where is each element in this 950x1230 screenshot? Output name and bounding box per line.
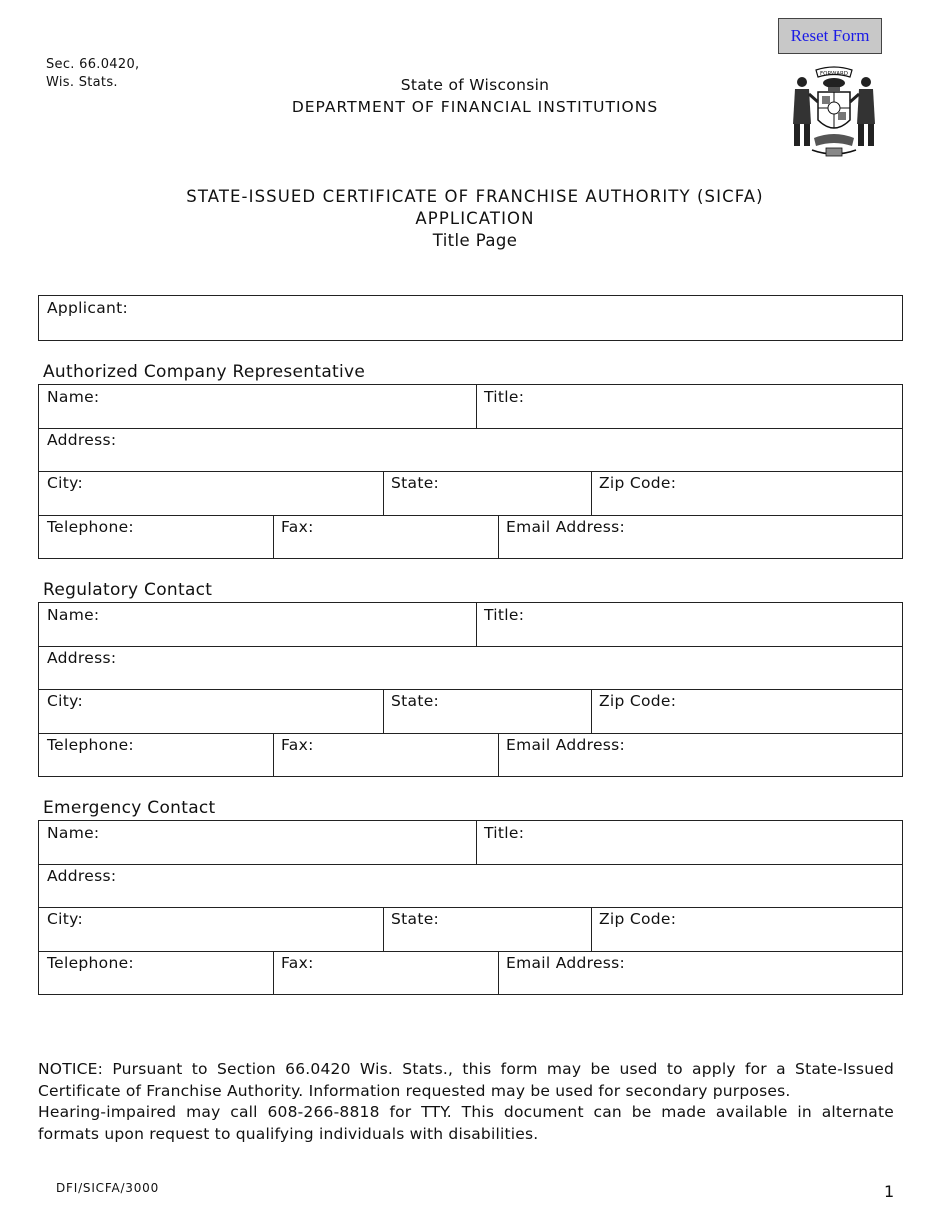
reg-title-field[interactable] <box>476 603 902 646</box>
rep-telephone-label: Telephone: <box>47 518 134 536</box>
emg-email-label: Email Address: <box>506 954 626 972</box>
rep-title-label: Title: <box>484 388 525 406</box>
rep-fax-field[interactable] <box>273 515 498 558</box>
emg-address-field[interactable] <box>39 864 902 907</box>
emergency-contact-table <box>38 820 903 995</box>
reg-telephone-label: Telephone: <box>47 736 134 754</box>
emg-fax-label: Fax: <box>281 954 314 972</box>
emg-telephone-field[interactable] <box>39 951 273 994</box>
emg-email-field[interactable] <box>498 951 902 994</box>
reg-name-field[interactable] <box>39 603 476 646</box>
statute-line-1: Sec. 66.0420, <box>46 57 140 72</box>
section-title-emergency-contact: Emergency Contact <box>43 798 216 818</box>
rep-city-field[interactable] <box>39 471 383 515</box>
emg-state-field[interactable] <box>383 907 591 951</box>
emg-telephone-label: Telephone: <box>47 954 134 972</box>
emg-name-label: Name: <box>47 824 100 842</box>
reg-state-field[interactable] <box>383 689 591 733</box>
rep-email-field[interactable] <box>498 515 902 558</box>
rep-email-label: Email Address: <box>506 518 626 536</box>
statute-line-2: Wis. Stats. <box>46 75 118 90</box>
emg-address-label: Address: <box>47 867 117 885</box>
section-title-authorized-representative: Authorized Company Representative <box>43 362 366 382</box>
regulatory-contact-table <box>38 602 903 777</box>
reg-address-label: Address: <box>47 649 117 667</box>
applicant-field[interactable] <box>38 295 903 341</box>
emg-city-field[interactable] <box>39 907 383 951</box>
section-title-regulatory-contact: Regulatory Contact <box>43 580 213 600</box>
emg-zip-label: Zip Code: <box>599 910 677 928</box>
rep-name-field[interactable] <box>39 385 476 428</box>
notice-text <box>38 1059 894 1145</box>
reg-email-label: Email Address: <box>506 736 626 754</box>
reg-address-field[interactable] <box>39 646 902 689</box>
reg-zip-label: Zip Code: <box>599 692 677 710</box>
seal-motto: FORWARD <box>819 71 849 77</box>
emg-title-label: Title: <box>484 824 525 842</box>
emg-state-label: State: <box>391 910 440 928</box>
reg-zip-field[interactable] <box>591 689 902 733</box>
rep-telephone-field[interactable] <box>39 515 273 558</box>
rep-address-label: Address: <box>47 431 117 449</box>
reg-city-label: City: <box>47 692 83 710</box>
notice-paragraph-2: Hearing-impaired may call 608-266-8818 for TTY. This document can be made available in alternate formats upon request to qualifying individuals with disabilities. <box>38 1103 894 1143</box>
form-id: DFI/SICFA/3000 <box>56 1181 160 1195</box>
rep-title-field[interactable] <box>476 385 902 428</box>
form-title-line-2: APPLICATION <box>415 209 535 228</box>
header-state: State of Wisconsin <box>400 76 550 94</box>
rep-zip-field[interactable] <box>591 471 902 515</box>
reg-name-label: Name: <box>47 606 100 624</box>
authorized-representative-table <box>38 384 903 559</box>
rep-zip-label: Zip Code: <box>599 474 677 492</box>
page-number: 1 <box>884 1182 895 1201</box>
wisconsin-state-seal-icon <box>782 62 886 164</box>
reg-city-field[interactable] <box>39 689 383 733</box>
header-department: DEPARTMENT OF FINANCIAL INSTITUTIONS <box>291 98 659 116</box>
reg-fax-label: Fax: <box>281 736 314 754</box>
rep-address-field[interactable] <box>39 428 902 471</box>
reg-telephone-field[interactable] <box>39 733 273 776</box>
emg-zip-field[interactable] <box>591 907 902 951</box>
reg-fax-field[interactable] <box>273 733 498 776</box>
emg-title-field[interactable] <box>476 821 902 864</box>
rep-fax-label: Fax: <box>281 518 314 536</box>
reg-title-label: Title: <box>484 606 525 624</box>
reg-state-label: State: <box>391 692 440 710</box>
emg-name-field[interactable] <box>39 821 476 864</box>
emg-city-label: City: <box>47 910 83 928</box>
emg-fax-field[interactable] <box>273 951 498 994</box>
reset-form-button[interactable]: Reset Form <box>778 18 882 54</box>
rep-state-field[interactable] <box>383 471 591 515</box>
rep-name-label: Name: <box>47 388 100 406</box>
notice-paragraph-1: NOTICE: Pursuant to Section 66.0420 Wis. Stats., this form may be used to apply for a State-Issued Certificate of Franchise Authority. Information requested may be used for secondary purposes. <box>38 1060 894 1100</box>
form-title-line-1: STATE-ISSUED CERTIFICATE OF FRANCHISE AUTHORITY (SICFA) <box>186 187 764 206</box>
reg-email-field[interactable] <box>498 733 902 776</box>
rep-city-label: City: <box>47 474 83 492</box>
rep-state-label: State: <box>391 474 440 492</box>
applicant-label: Applicant: <box>47 299 129 317</box>
form-title-line-3: Title Page <box>432 231 518 250</box>
